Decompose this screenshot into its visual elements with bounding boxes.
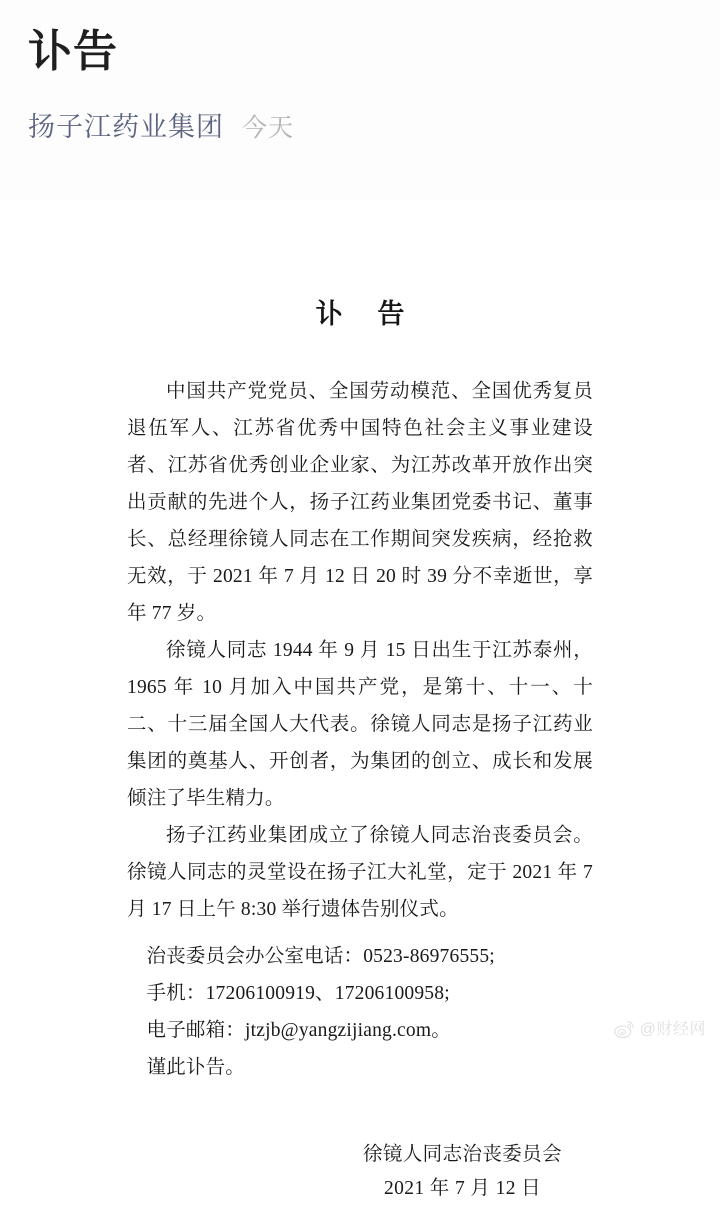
contact-office-phone: 治丧委员会办公室电话：0523-86976555; (146, 946, 495, 967)
document-title: 讣 告 (315, 299, 419, 329)
weibo-logo-icon (614, 1019, 635, 1040)
document-body (127, 331, 593, 1206)
watermark (614, 1019, 706, 1040)
notice-document-image (0, 200, 720, 1199)
watermark-handle: @财经网 (639, 1020, 706, 1038)
contact-mobile-phone: 手机：17206100919、17206100958; (146, 983, 450, 1004)
closing-statement: 谨此讣告。 (146, 1057, 246, 1078)
post-timestamp: 今天 (242, 114, 295, 142)
signature-block (127, 1138, 593, 1206)
post-header (28, 24, 688, 144)
post-title: 讣告 (28, 27, 118, 76)
document-paragraph: 中国共产党党员、全国劳动模范、全国优秀复员退伍军人、江苏省优秀中国特色社会主义事业建设者、江苏省优秀创业企业家、为江苏改革开放作出突出贡献的先进个人，扬子江药业集团党委书记、董事长、总经理徐镜人同志在工作期间突发疾病，经抢救无效，于 2021 年 7 月 12 日 20 时 39 分不幸逝世，享年 77 岁。 (127, 381, 593, 624)
contact-email: 电子邮箱：jtzjb@yangzijiang.com。 (146, 1020, 451, 1041)
post-source-account[interactable]: 扬子江药业集团 (28, 112, 224, 142)
signature-committee: 徐镜人同志治丧委员会 (362, 1144, 562, 1165)
signature-date: 2021 年 7 月 12 日 (383, 1178, 542, 1199)
post-meta (28, 105, 688, 144)
document-paragraph: 扬子江药业集团成立了徐镜人同志治丧委员会。徐镜人同志的灵堂设在扬子江大礼堂，定于 2021 年 7 月 17 日上午 8:30 举行遗体告别仪式。 (127, 825, 593, 920)
document-paragraph: 徐镜人同志 1944 年 9 月 15 日出生于江苏泰州，1965 年 10 月加入中国共产党，是第十、十一、十二、十三届全国人大代表。徐镜人同志是扬子江药业集团的奠基人、开创者，为集团的创立、成长和发展倾注了毕生精力。 (127, 640, 593, 809)
contact-block (127, 938, 593, 1086)
